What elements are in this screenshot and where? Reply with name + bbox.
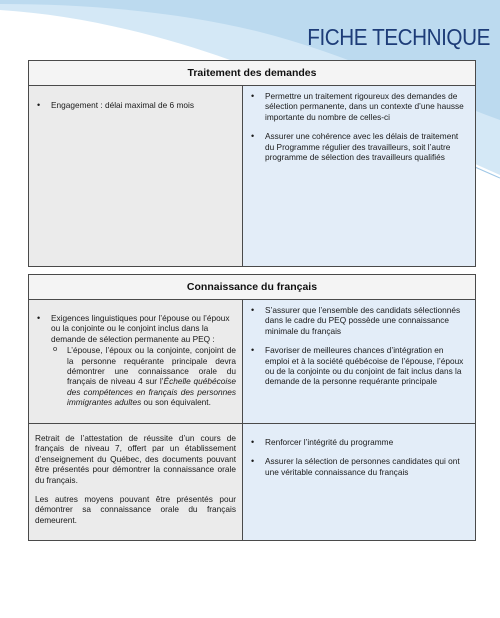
table-row [29,424,475,540]
section-title: Traitement des demandes [29,61,475,86]
table-row [29,300,475,424]
right-column-cell [243,424,475,540]
section-connaissance-francais [28,274,476,541]
section-title: Connaissance du français [29,275,475,300]
paragraph: Retrait de l’attestation de réussite d’un cours de français de niveau 7, offert par un établissement d’enseignement du Québec, des documents pouvant être présentés pour démontrer la connaissance orale du français. [35,433,236,485]
list-item: • Permettre un traitement rigoureux des demandes de sélection permanente, dans un contexte d’une hausse importante du nombre de celles-ci [249,91,469,122]
list-item: • Engagement : délai maximal de 6 mois [35,100,236,110]
left-column-cell [29,86,243,266]
section-traitement [28,60,476,267]
paragraph: Les autres moyens pouvant être présentés pour démontrer sa connaissance orale du français demeurent. [35,494,236,525]
list-item [35,313,236,408]
list-item: • Renforcer l’intégrité du programme [249,437,469,447]
list-item: • Assurer une cohérence avec les délais de traitement du Programme régulier des travailleurs, soit l’autre programme de sélection des travailleurs qualifiés [249,131,469,162]
sub-text-italic: Échelle québécoise des compétences en français des personnes immigrantes adultes [67,376,236,408]
sub-text-after: ou son équivalent. [141,397,211,408]
list-item-text: Exigences linguistiques pour l’épouse ou l’époux ou la conjointe ou le conjoint inclus dans la demande de sélection permanente au PEQ : [51,313,230,344]
sub-text-before: L’épouse, l’époux ou la conjointe, conjoint de la personne requérante principale devra démontrer une connaissance orale du français de niveau 4 sur l’ [67,345,236,387]
table-row [29,86,475,266]
sub-list-item [51,345,236,407]
left-column-cell [29,424,243,540]
list-item: • Favoriser de meilleures chances d’intégration en emploi et à la société québécoise de l’épouse, l’époux ou de la conjointe ou du conjoint de fait inclus dans la demande de la personne requérante principale [249,345,469,387]
list-item: • Assurer la sélection de personnes candidates qui ont une véritable connaissance du français [249,456,469,477]
right-column-cell [243,86,475,266]
page-header-title: FICHE TECHNIQUE [307,24,490,50]
left-column-cell [29,300,243,423]
right-column-cell [243,300,475,423]
list-item: • S’assurer que l’ensemble des candidats sélectionnés dans le cadre du PEQ possède une connaissance minimale du français [249,305,469,336]
